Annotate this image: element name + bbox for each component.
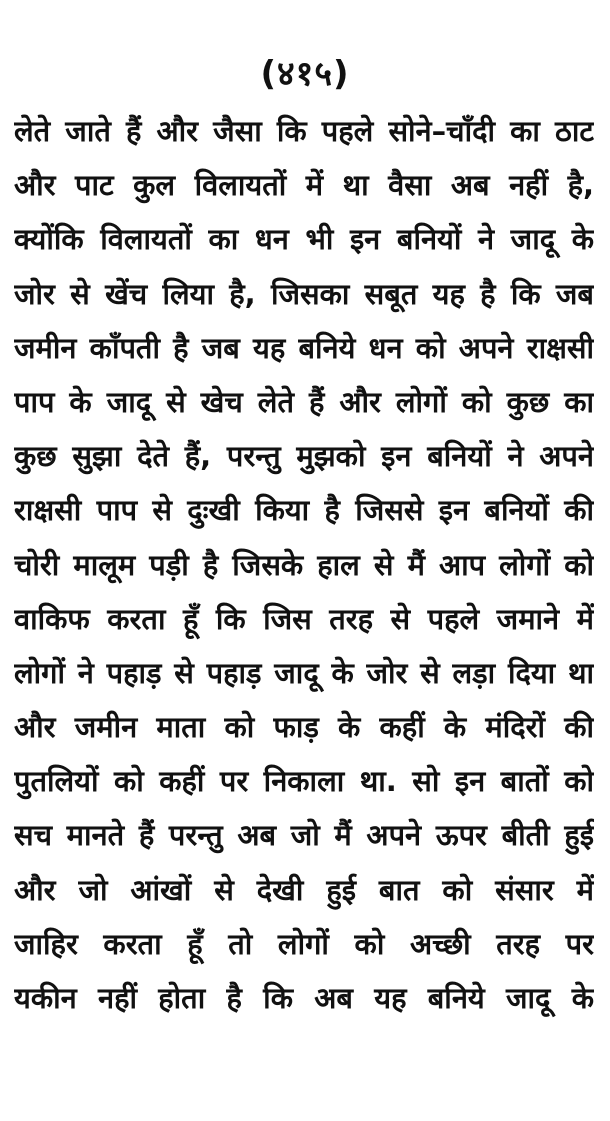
text-line-5: जमीन काँपती है जब यह बनिये धन को अपने राक्षसी [14, 330, 594, 365]
text-line-10: वाकिफ करता हूँ कि जिस तरह से पहले जमाने में [14, 601, 594, 636]
text-line-1: लेते जाते हैं और जैसा कि पहले सोने–चाँदी का ठाट [14, 114, 594, 148]
text-line-2: और पाट कुल विलायतों में था वैसा अब नहीं है, [14, 168, 594, 203]
text-line-15: और जो आंखों से देखी हुई बात को संसार में [14, 872, 594, 907]
text-line-12: और जमीन माता को फाड़ के कहीं के मंदिरों की [14, 710, 594, 745]
text-line-16: जाहिर करता हूँ तो लोगों को अच्छी तरह पर [14, 926, 594, 961]
text-line-17: यकीन नहीं होता है कि अब यह बनिये जादू के [14, 981, 594, 1015]
text-line-4: जोर से खेंच लिया है, जिसका सबूत यह है कि जब [14, 276, 594, 311]
text-line-3: क्योंकि विलायतों का धन भी इन बनियों ने जादू के [14, 222, 594, 257]
text-line-6: पाप के जादू से खेच लेते हैं और लोगों को कुछ का [14, 384, 594, 419]
text-line-13: पुतलियों को कहीं पर निकाला था. सो इन बातों को [14, 764, 594, 799]
text-line-11: लोगों ने पहाड़ से पहाड़ जादू के जोर से लड़ा दिया था [14, 655, 594, 690]
body-text [14, 104, 594, 1025]
text-line-7: कुछ सुझा देते हैं, परन्तु मुझको इन बनियों ने अपने [14, 439, 594, 474]
page-number: (४१५) [260, 54, 350, 94]
text-line-9: चोरी मालूम पड़ी है जिसके हाल से मैं आप लोगों को [14, 547, 594, 582]
text-line-8: राक्षसी पाप से दुःखी किया है जिससे इन बनियों की [14, 493, 594, 528]
text-line-14: सच मानते हैं परन्तु अब जो मैं अपने ऊपर बीती हुई [14, 818, 594, 853]
